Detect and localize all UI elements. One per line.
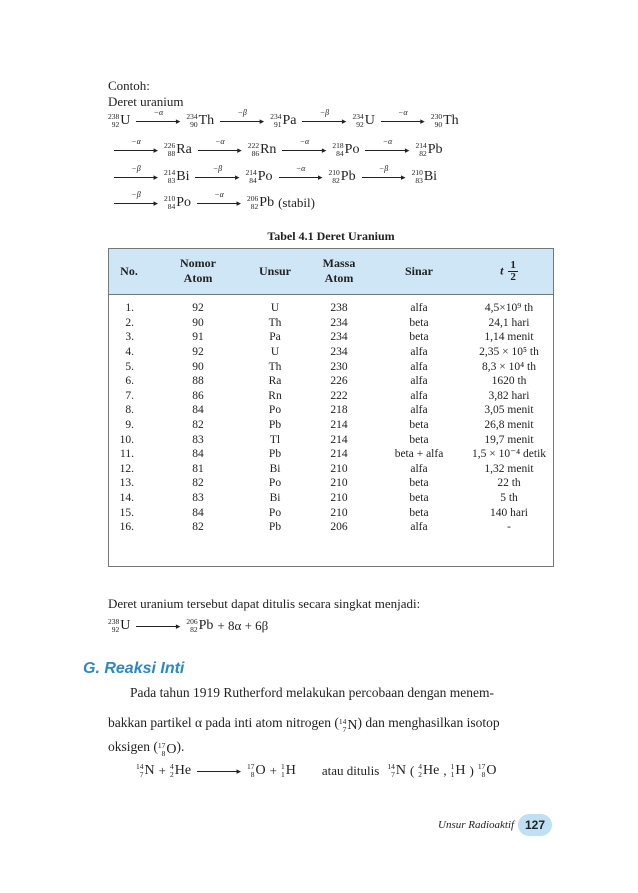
nuclide: 17 8 O (477, 762, 497, 779)
table-cell: 3,82 hari (488, 389, 530, 402)
table-cell: 84 (192, 506, 204, 519)
nuclide: 14 7 N (136, 762, 155, 779)
nuclide: 222 86 Rn (247, 141, 277, 158)
table-cell: Po (268, 477, 282, 490)
decay-arrow: −β ▸ (220, 115, 264, 127)
table-cell: 84 (192, 404, 204, 417)
nuclide: 214 84 Po (245, 168, 273, 185)
table-row (108, 345, 554, 360)
table-row (108, 359, 554, 374)
table-cell: beta (409, 316, 429, 329)
page-number: 127 (518, 814, 552, 836)
table-cell: 83 (192, 433, 204, 446)
table-row (108, 505, 554, 520)
header-no: No. (108, 248, 150, 295)
paren: ( (409, 763, 415, 778)
table-cell: beta (409, 477, 429, 490)
table-header-row (108, 248, 554, 295)
chapter-name: Unsur Radioaktif (438, 819, 515, 831)
table-cell: 210 (330, 477, 348, 490)
header-half-life: t $\frac{1}{2}$ (464, 248, 554, 295)
table-cell: 86 (192, 389, 204, 402)
table-row (108, 447, 554, 462)
nuclide: 210 84 Po (164, 194, 192, 211)
table-cell: 7. (125, 389, 134, 402)
table-cell: 4. (125, 346, 134, 359)
summary-tail: + 8α + 6β (217, 618, 269, 633)
decay-arrow: −α ▸ (365, 144, 409, 156)
table-caption: Tabel 4.1 Deret Uranium (267, 229, 395, 243)
table-row (108, 316, 554, 331)
table-cell: 2,35 × 10⁵ th (479, 346, 539, 359)
table-cell: 26,8 menit (484, 419, 534, 432)
table-cell: 1. (125, 302, 134, 315)
table-cell: 230 (330, 360, 348, 373)
table-body (108, 295, 554, 535)
table-cell: Rn (268, 389, 282, 402)
nuclide: 206 82 Pb (186, 617, 214, 634)
table-cell: Pb (268, 448, 282, 461)
nuclide: 1 1 H (281, 762, 296, 779)
table-cell: 1,14 menit (484, 331, 534, 344)
decay-arrow: −β ▸ (195, 171, 239, 183)
table-cell: 210 (330, 462, 348, 475)
nuclide: 234 91 Pa (270, 112, 297, 129)
table-cell: 14. (119, 492, 134, 505)
nuclide: 210 83 Bi (411, 168, 438, 185)
header-sinar: Sinar (374, 248, 464, 295)
table-row (108, 374, 554, 389)
table-row (108, 418, 554, 433)
table-cell: 81 (192, 462, 204, 475)
summary-equation (108, 618, 272, 634)
table-cell: Ra (268, 375, 282, 388)
nuclide: 234 90 Th (186, 112, 215, 129)
table-cell: 90 (192, 316, 204, 329)
table-cell: alfa (410, 404, 428, 417)
table-cell: beta (409, 506, 429, 519)
table-cell: 9. (125, 419, 134, 432)
table-cell: 1,32 menit (484, 462, 534, 475)
table-cell: 90 (192, 360, 204, 373)
table-row (108, 403, 554, 418)
table-cell: 3,05 menit (484, 404, 534, 417)
decay-arrow: −β ▸ (302, 115, 346, 127)
table-cell: beta (409, 419, 429, 432)
table-cell: 83 (192, 492, 204, 505)
table-cell: beta + alfa (394, 448, 444, 461)
table-cell: 5 th (500, 492, 518, 505)
table-cell: 8. (125, 404, 134, 417)
table-cell: alfa (410, 521, 428, 534)
table-row (108, 462, 554, 477)
comma: , (443, 763, 447, 778)
table-cell: 10. (119, 433, 134, 446)
table-cell: 3. (125, 331, 134, 344)
paren: ) (469, 763, 474, 778)
nuclide: 14 7 N (387, 762, 406, 779)
decay-arrow: −β ▸ (362, 171, 406, 183)
table-cell: 206 (330, 521, 348, 534)
table-row (108, 476, 554, 491)
table-cell: 24,1 hari (488, 316, 530, 329)
nuclide: 4 2 He (169, 762, 192, 779)
table-cell: 210 (330, 492, 348, 505)
nuclide: 238 92 U (108, 617, 131, 634)
table-cell: 88 (192, 375, 204, 388)
section-title: G. Reaksi Inti (83, 660, 185, 677)
table-cell: 6. (125, 375, 134, 388)
table-cell: 13. (119, 477, 134, 490)
para-line-1: Pada tahun 1919 Rutherford melakukan percobaan dengan menem- (130, 685, 494, 700)
decay-arrow: −α ▸ (136, 115, 180, 127)
nuclide: 1 1 H (450, 762, 466, 779)
plus: + (269, 763, 278, 778)
example-label: Contoh: (108, 78, 150, 93)
table-cell: alfa (410, 389, 428, 402)
table-cell: 92 (192, 302, 204, 315)
decay-row (108, 137, 443, 158)
table-cell: - (507, 521, 511, 534)
table-cell: 82 (192, 419, 204, 432)
table-cell: 210 (330, 506, 348, 519)
table-cell: Th (268, 316, 282, 329)
table-cell: 11. (120, 448, 134, 461)
nuclide: 234 92 U (352, 112, 375, 129)
decay-arrow: −β ▸ (114, 171, 158, 183)
summary-text: Deret uranium tersebut dapat ditulis secara singkat menjadi: (108, 596, 421, 611)
table-cell: alfa (410, 462, 428, 475)
table-cell: 8,3 × 10⁴ th (482, 360, 536, 373)
series-title: Deret uranium (108, 94, 184, 109)
table-row (108, 491, 554, 506)
plus: + (158, 763, 166, 778)
table-cell: Pb (268, 419, 282, 432)
table-cell: 19,7 menit (484, 433, 534, 446)
table-cell: 2. (125, 316, 134, 329)
table-cell: 82 (192, 521, 204, 534)
table-row (108, 389, 554, 404)
table-cell: Pa (269, 331, 281, 344)
table-cell: 4,5×10⁹ th (484, 302, 534, 315)
decay-arrow: ▸ (197, 765, 241, 777)
table-cell: 218 (330, 404, 348, 417)
table-cell: Pb (268, 521, 282, 534)
nuclear-reaction (136, 763, 496, 779)
table-cell: 84 (192, 448, 204, 461)
uranium-series-table (108, 248, 554, 535)
decay-row (108, 190, 319, 211)
decay-arrow: −α ▸ (198, 144, 242, 156)
table-cell: Po (268, 404, 282, 417)
table-cell: beta (409, 433, 429, 446)
table-cell: Po (268, 506, 282, 519)
decay-arrow: −α ▸ (381, 115, 425, 127)
nuclide: 226 88 Ra (164, 141, 192, 158)
table-row (108, 301, 554, 316)
table-cell: beta (409, 331, 429, 344)
stable-label: (stabil) (278, 195, 315, 210)
table-cell: 234 (330, 316, 348, 329)
table-row (108, 520, 554, 535)
table-cell: 15. (119, 506, 134, 519)
table-cell: 5. (125, 360, 134, 373)
table-cell: alfa (410, 360, 428, 373)
table-cell: 91 (192, 331, 204, 344)
nuclide: 238 92 U (108, 112, 131, 129)
nuclide: 17 8 O (157, 741, 177, 758)
table-cell: 222 (330, 389, 348, 402)
nuclide: 230 90 Th (430, 112, 459, 129)
table-row (108, 432, 554, 447)
decay-arrow: −β ▸ (114, 197, 158, 209)
table-cell: U (270, 346, 280, 359)
table-cell: 16. (119, 521, 134, 534)
table-cell: 1620 th (491, 375, 527, 388)
table-cell: Th (268, 360, 282, 373)
table-cell: 140 hari (489, 506, 528, 519)
table-cell: 22 th (497, 477, 521, 490)
table-cell: 214 (330, 433, 348, 446)
table-cell: 1,5 × 10⁻⁴ detik (471, 448, 547, 461)
table-cell: 234 (330, 346, 348, 359)
table-cell: 82 (192, 477, 204, 490)
table-cell: alfa (410, 346, 428, 359)
nuclide: 206 82 Pb (247, 194, 275, 211)
nuclide: 17 8 O (247, 762, 266, 779)
table-cell: U (270, 302, 280, 315)
decay-arrow: ▸ (136, 620, 180, 632)
nuclide: 218 84 Po (332, 141, 360, 158)
table-cell: Bi (269, 492, 281, 505)
nuclide: 4 2 He (418, 762, 440, 779)
table-cell: 238 (330, 302, 348, 315)
decay-arrow: −α ▸ (282, 144, 326, 156)
table-cell: alfa (410, 302, 428, 315)
decay-row (108, 164, 438, 185)
decay-arrow: −α ▸ (114, 144, 158, 156)
table-cell: 234 (330, 331, 348, 344)
table-cell: 12. (119, 462, 134, 475)
header-unsur: Unsur (246, 248, 304, 295)
decay-arrow: −α ▸ (197, 197, 241, 209)
header-massa-atom: Massa Atom (304, 248, 374, 295)
table-cell: Bi (269, 462, 281, 475)
para-line-3: oksigen ( 17 8 O ). (108, 731, 184, 763)
table-cell: Tl (269, 433, 281, 446)
table-cell: 226 (330, 375, 348, 388)
table-cell: 92 (192, 346, 204, 359)
decay-arrow: −α ▸ (279, 171, 323, 183)
decay-row (108, 108, 459, 129)
nuclide: 214 82 Pb (415, 141, 443, 158)
table-row (108, 330, 554, 345)
or-text: atau ditulis (321, 763, 380, 778)
table-cell: 214 (330, 448, 348, 461)
nuclide: 14 7 N (338, 717, 358, 734)
para-line-2: bakkan partikel α pada inti atom nitrogen ( 14 7 N ) dan menghasilkan isotop (108, 707, 500, 739)
nuclide: 214 83 Bi (164, 168, 190, 185)
table-cell: beta (409, 492, 429, 505)
header-nomor-atom: Nomor Atom (150, 248, 246, 295)
table-cell: 214 (330, 419, 348, 432)
table-cell: alfa (410, 375, 428, 388)
nuclide: 210 82 Pb (328, 168, 356, 185)
